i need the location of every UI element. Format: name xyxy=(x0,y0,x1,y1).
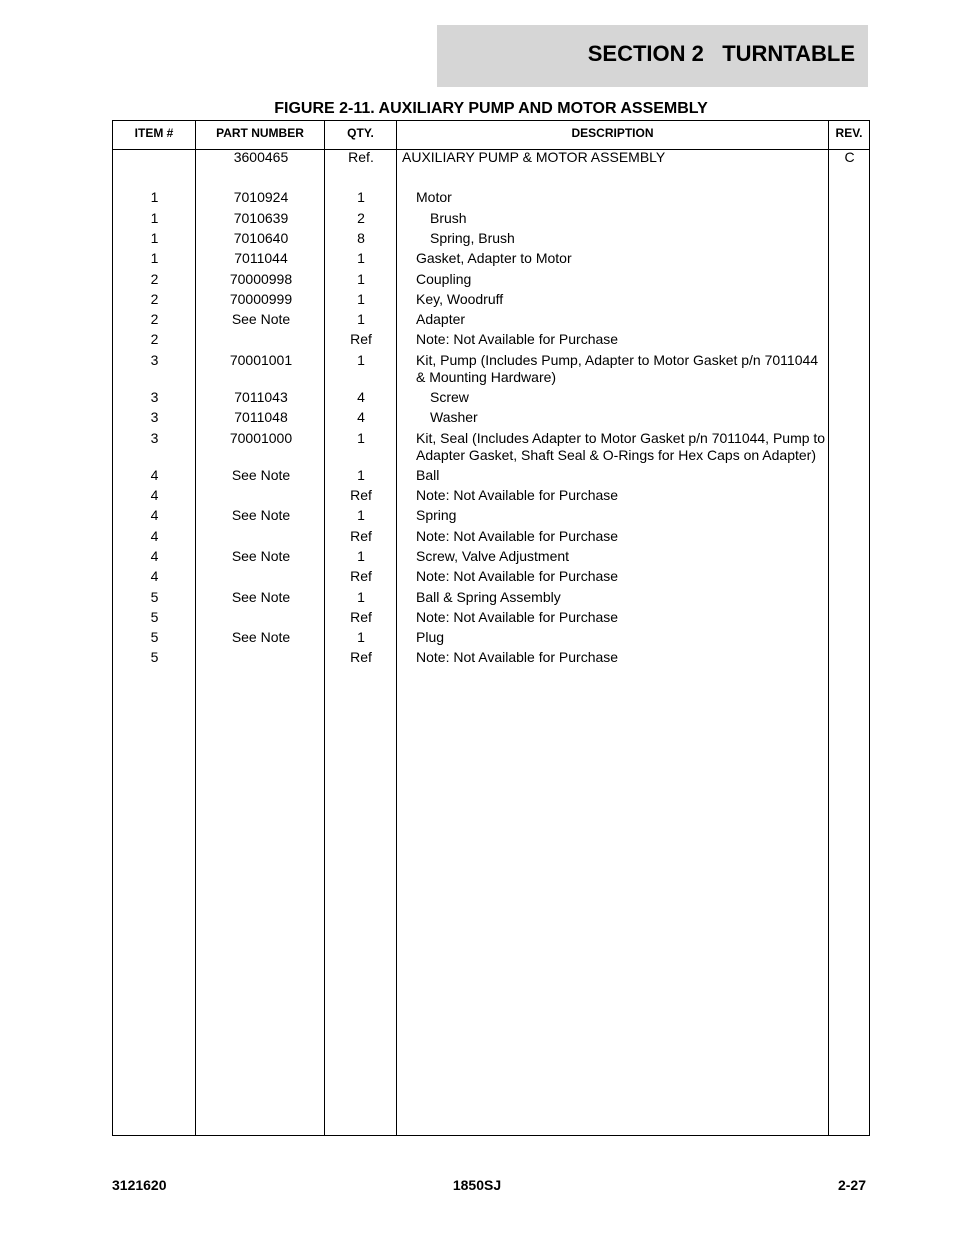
description-cell: Key, Woodruff xyxy=(416,291,504,307)
part-number-cell: 3600465 xyxy=(233,149,289,165)
quantity-cell: 1 xyxy=(357,548,365,564)
quantity-cell: Ref xyxy=(350,649,372,665)
quantity-cell: 1 xyxy=(357,507,365,523)
parts-table xyxy=(112,120,870,1136)
item-number-cell: 4 xyxy=(150,507,159,523)
section-header xyxy=(437,25,868,87)
item-number-cell: 4 xyxy=(150,528,159,544)
quantity-cell: 1 xyxy=(357,629,365,645)
part-number-cell: 70001000 xyxy=(229,430,293,446)
item-number-cell: 2 xyxy=(150,291,159,307)
footer-document-number: 3121620 xyxy=(112,1177,167,1193)
description-cell: Note: Not Available for Purchase xyxy=(416,528,619,544)
description-cell: Screw xyxy=(430,389,469,405)
part-number-cell: 70001001 xyxy=(229,352,293,368)
part-number-cell: See Note xyxy=(231,467,291,483)
description-cell: Screw, Valve Adjustment xyxy=(416,548,570,564)
quantity-cell: 8 xyxy=(357,230,365,246)
column-divider xyxy=(396,121,397,1135)
description-cell: Ball xyxy=(416,467,440,483)
description-cell: Spring xyxy=(416,507,457,523)
item-number-cell: 1 xyxy=(150,230,159,246)
item-number-cell: 4 xyxy=(150,487,159,503)
description-cell: Plug xyxy=(416,629,445,645)
footer-page-number: 2-27 xyxy=(837,1177,866,1193)
item-number-cell: 5 xyxy=(150,649,159,665)
header-description: DESCRIPTION xyxy=(571,126,654,140)
column-divider xyxy=(828,121,829,1135)
part-number-cell: 70000998 xyxy=(229,271,293,287)
quantity-cell: 1 xyxy=(357,291,365,307)
item-number-cell: 2 xyxy=(150,331,159,347)
item-number-cell: 1 xyxy=(150,210,159,226)
part-number-cell: See Note xyxy=(231,507,291,523)
quantity-cell: Ref xyxy=(350,568,372,584)
item-number-cell: 3 xyxy=(150,430,159,446)
quantity-cell: 1 xyxy=(357,352,365,368)
description-cell: Note: Not Available for Purchase xyxy=(416,568,619,584)
description-cell: Spring, Brush xyxy=(430,230,515,246)
part-number-cell: See Note xyxy=(231,548,291,564)
item-number-cell: 4 xyxy=(150,568,159,584)
quantity-cell: 1 xyxy=(357,189,365,205)
description-cell: Washer xyxy=(430,409,478,425)
description-cell: Adapter xyxy=(416,311,466,327)
section-title: SECTION 2 TURNTABLE xyxy=(587,41,855,66)
part-number-cell: See Note xyxy=(231,629,291,645)
description-cell: Kit, Pump (Includes Pump, Adapter to Motor Gasket p/n 7011044 & Mounting Hardware) xyxy=(416,352,819,385)
quantity-cell: Ref. xyxy=(348,149,374,165)
description-cell: Note: Not Available for Purchase xyxy=(416,609,619,625)
quantity-cell: 4 xyxy=(357,389,365,405)
header-item: ITEM # xyxy=(134,126,174,140)
part-number-cell: 70000999 xyxy=(229,291,293,307)
header-rev: REV. xyxy=(835,126,863,140)
part-number-cell: 7010924 xyxy=(233,189,289,205)
part-number-cell: 7010639 xyxy=(233,210,289,226)
description-cell: AUXILIARY PUMP & MOTOR ASSEMBLY xyxy=(402,149,666,165)
quantity-cell: 4 xyxy=(357,409,365,425)
description-cell: Note: Not Available for Purchase xyxy=(416,331,619,347)
description-cell: Gasket, Adapter to Motor xyxy=(416,250,572,266)
item-number-cell: 3 xyxy=(150,389,159,405)
item-number-cell: 3 xyxy=(150,409,159,425)
quantity-cell: Ref xyxy=(350,528,372,544)
description-cell: Kit, Seal (Includes Adapter to Motor Gasket p/n 7011044, Pump to Adapter Gasket, Shaft Seal & O-Rings for Hex Caps on Adapter) xyxy=(416,430,826,463)
part-number-cell: 7011048 xyxy=(234,409,288,425)
item-number-cell: 5 xyxy=(150,589,159,605)
quantity-cell: 1 xyxy=(357,311,365,327)
part-number-cell: 7011044 xyxy=(234,250,288,266)
header-part-number: PART NUMBER xyxy=(216,126,304,140)
item-number-cell: 4 xyxy=(150,548,159,564)
header-qty: QTY. xyxy=(347,126,374,140)
quantity-cell: 1 xyxy=(357,250,365,266)
item-number-cell: 5 xyxy=(150,629,159,645)
quantity-cell: 1 xyxy=(357,271,365,287)
item-number-cell: 5 xyxy=(150,609,159,625)
item-number-cell: 2 xyxy=(150,311,159,327)
part-number-cell: 7011043 xyxy=(234,389,288,405)
figure-title: FIGURE 2-11. AUXILIARY PUMP AND MOTOR ASSEMBLY xyxy=(274,100,708,117)
footer-model: 1850SJ xyxy=(452,1177,502,1193)
part-number-cell: See Note xyxy=(231,589,291,605)
description-cell: Note: Not Available for Purchase xyxy=(416,649,619,665)
description-cell: Note: Not Available for Purchase xyxy=(416,487,619,503)
item-number-cell: 2 xyxy=(150,271,159,287)
item-number-cell: 3 xyxy=(150,352,159,368)
quantity-cell: 1 xyxy=(357,589,365,605)
item-number-cell: 1 xyxy=(150,250,159,266)
quantity-cell: Ref xyxy=(350,487,372,503)
part-number-cell: See Note xyxy=(231,311,291,327)
quantity-cell: 1 xyxy=(357,430,365,446)
item-number-cell: 1 xyxy=(150,189,159,205)
quantity-cell: Ref xyxy=(350,609,372,625)
description-cell: Coupling xyxy=(416,271,472,287)
item-number-cell: 4 xyxy=(150,467,159,483)
quantity-cell: 1 xyxy=(357,467,365,483)
quantity-cell: Ref xyxy=(350,331,372,347)
description-cell: Motor xyxy=(416,189,452,205)
part-number-cell: 7010640 xyxy=(233,230,289,246)
quantity-cell: 2 xyxy=(357,210,365,226)
description-cell: Brush xyxy=(430,210,467,226)
revision-cell: C xyxy=(844,149,855,165)
description-cell: Ball & Spring Assembly xyxy=(416,589,561,605)
